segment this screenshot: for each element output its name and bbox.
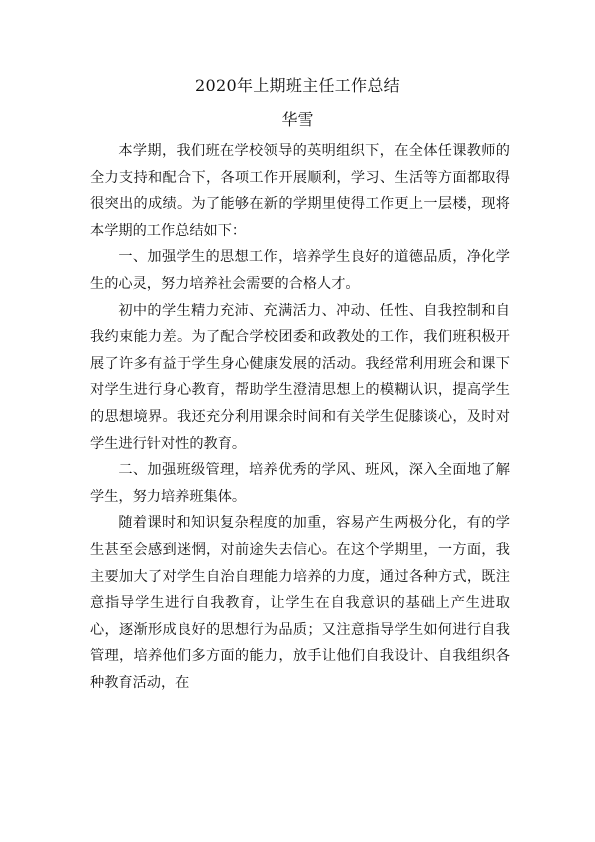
paragraph-section-2-body: 随着课时和知识复杂程度的加重，容易产生两极分化，有的学生甚至会感到迷惘，对前途失去信心。在这个学期里，一方面，我主要加大了对学生自治自理能力培养的力度，通过各种方式，既注意指导学生进行自我教育，让学生在自我意识的基础上产生进取心，逐渐形成良好的思想行为品质；又注意指导学生如何进行自我管理，培养他们多方面的能力，放手让他们自我设计、自我组织各种教育活动，在 bbox=[90, 515, 510, 691]
document-title: 2020年上期班主任工作总结 bbox=[195, 76, 400, 95]
paragraph-section-2-heading: 二、加强班级管理，培养优秀的学风、班风，深入全面地了解学生，努力培养班集体。 bbox=[90, 462, 510, 505]
paragraph-section-1-heading: 一、加强学生的思想工作，培养学生良好的道德品质，净化学生的心灵，努力培养社会需要的合格人才。 bbox=[90, 249, 510, 292]
document-body bbox=[90, 138, 510, 696]
paragraph-intro: 本学期，我们班在学校领导的英明组织下，在全体任课教师的全力支持和配合下，各项工作开展顺利，学习、生活等方面都取得很突出的成绩。为了能够在新的学期里使得工作更上一层楼，现将本学期的工作总结如下： bbox=[90, 143, 510, 239]
document-author: 华雪 bbox=[281, 110, 314, 129]
paragraph-section-1-body: 初中的学生精力充沛、充满活力、冲动、任性、自我控制和自我约束能力差。为了配合学校团委和政教处的工作，我们班积极开展了许多有益于学生身心健康发展的活动。我经常利用班会和课下对学生进行身心教育，帮助学生澄清思想上的模糊认识，提高学生的思想境界。我还充分利用课余时间和有关学生促膝谈心，及时对学生进行针对性的教育。 bbox=[90, 302, 510, 452]
